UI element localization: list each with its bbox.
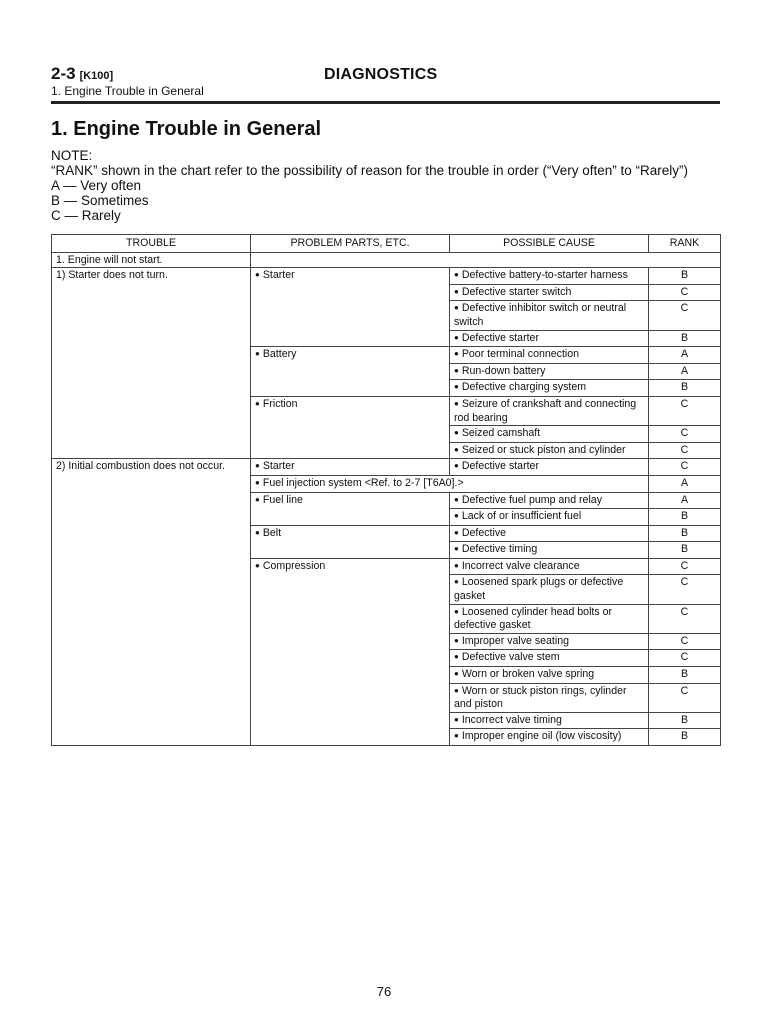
rank-cell: B [649,509,721,526]
part-cell [251,475,649,492]
trouble-cell: 1) Starter does not turn. [52,268,251,459]
rank-cell: B [649,525,721,542]
table-row [52,459,721,476]
cause-cell: ● Defective valve stem [450,650,649,667]
cause-cell: ● Lack of or insufficient fuel [450,509,649,526]
cause-cell: ● Defective timing [450,542,649,559]
part-label: ● Starter [255,269,295,281]
cause-cell: ● Worn or broken valve spring [450,667,649,684]
section-code [51,64,113,84]
part-cell [251,558,450,745]
rank-cell: A [649,492,721,509]
note-label: NOTE: [51,148,93,163]
rank-cell: B [649,380,721,397]
rank-a-legend: A — Very often [51,178,142,193]
rank-cell: B [649,667,721,684]
part-cell [251,268,450,347]
header-possible-cause: POSSIBLE CAUSE [450,235,649,253]
cause-cell: ● Run-down battery [450,363,649,380]
section-number: 2-3 [51,64,76,83]
header-divider [51,101,720,104]
cause-cell: ● Worn or stuck piston rings, cylinder and piston [450,683,649,712]
cause-cell: ● Loosened cylinder head bolts or defective gasket [450,604,649,633]
header-problem-parts: PROBLEM PARTS, ETC. [251,235,450,253]
rank-cell: C [649,459,721,476]
cause-cell: ● Incorrect valve clearance [450,558,649,575]
trouble-cell: 2) Initial combustion does not occur. [52,459,251,746]
cause-cell: ● Seized or stuck piston and cylinder [450,442,649,459]
part-label: ● Fuel injection system <Ref. to 2-7 [T6A0].> [255,477,464,489]
cause-cell: ● Loosened spark plugs or defective gasket [450,575,649,604]
rank-cell: A [649,363,721,380]
cause-cell: ● Defective fuel pump and relay [450,492,649,509]
chapter-title: DIAGNOSTICS [324,66,438,83]
subsection-label: 1. Engine Trouble in General [51,84,204,98]
group-label: 1. Engine will not start. [52,252,251,268]
rank-cell: B [649,712,721,729]
part-label: ● Compression [255,560,325,572]
rank-cell: C [649,426,721,443]
diagnostics-table [51,234,721,746]
table-row [52,268,721,285]
rank-b-legend: B — Sometimes [51,193,149,208]
rank-cell: C [649,575,721,604]
section-key: [K100] [79,70,114,82]
rank-c-legend: C — Rarely [51,208,121,223]
rank-cell: C [649,604,721,633]
rank-cell: C [649,683,721,712]
cause-cell: ● Incorrect valve timing [450,712,649,729]
rank-cell: C [649,396,721,425]
part-cell [251,492,450,525]
rank-cell: C [649,284,721,301]
cause-cell: ● Defective starter [450,459,649,476]
cause-cell: ● Poor terminal connection [450,347,649,364]
header-trouble: TROUBLE [52,235,251,253]
part-cell [251,525,450,558]
cause-cell: ● Improper valve seating [450,633,649,650]
rank-cell: B [649,542,721,559]
header-rank: RANK [649,235,721,253]
part-label: ● Belt [255,527,281,539]
part-cell [251,459,450,476]
part-label: ● Starter [255,460,295,472]
rank-cell: A [649,475,721,492]
rank-cell: C [649,633,721,650]
cause-cell: ● Defective [450,525,649,542]
part-label: ● Friction [255,398,298,410]
cause-cell: ● Defective charging system [450,380,649,397]
cause-cell: ● Seizure of crankshaft and connecting rod bearing [450,396,649,425]
part-label: ● Fuel line [255,494,303,506]
rank-cell: C [649,650,721,667]
group-row [52,252,721,268]
note-block [51,148,688,223]
rank-cell: C [649,301,721,330]
page-number: 76 [376,984,392,999]
rank-cell: A [649,347,721,364]
part-cell [251,396,450,458]
part-cell [251,347,450,397]
cause-cell: ● Defective battery-to-starter harness [450,268,649,285]
cause-cell: ● Defective inhibitor switch or neutral switch [450,301,649,330]
rank-cell: C [649,558,721,575]
rank-cell: B [649,729,721,746]
rank-cell: C [649,442,721,459]
cause-cell: ● Seized camshaft [450,426,649,443]
page-title: 1. Engine Trouble in General [51,118,322,140]
cause-cell: ● Defective starter switch [450,284,649,301]
rank-cell: B [649,268,721,285]
rank-cell: B [649,330,721,347]
note-text: “RANK” shown in the chart refer to the possibility of reason for the trouble in order (“Very often” to “Rarely”) [51,163,689,178]
table-header-row [52,235,721,253]
part-label: ● Battery [255,348,296,360]
cause-cell: ● Improper engine oil (low viscosity) [450,729,649,746]
cause-cell: ● Defective starter [450,330,649,347]
